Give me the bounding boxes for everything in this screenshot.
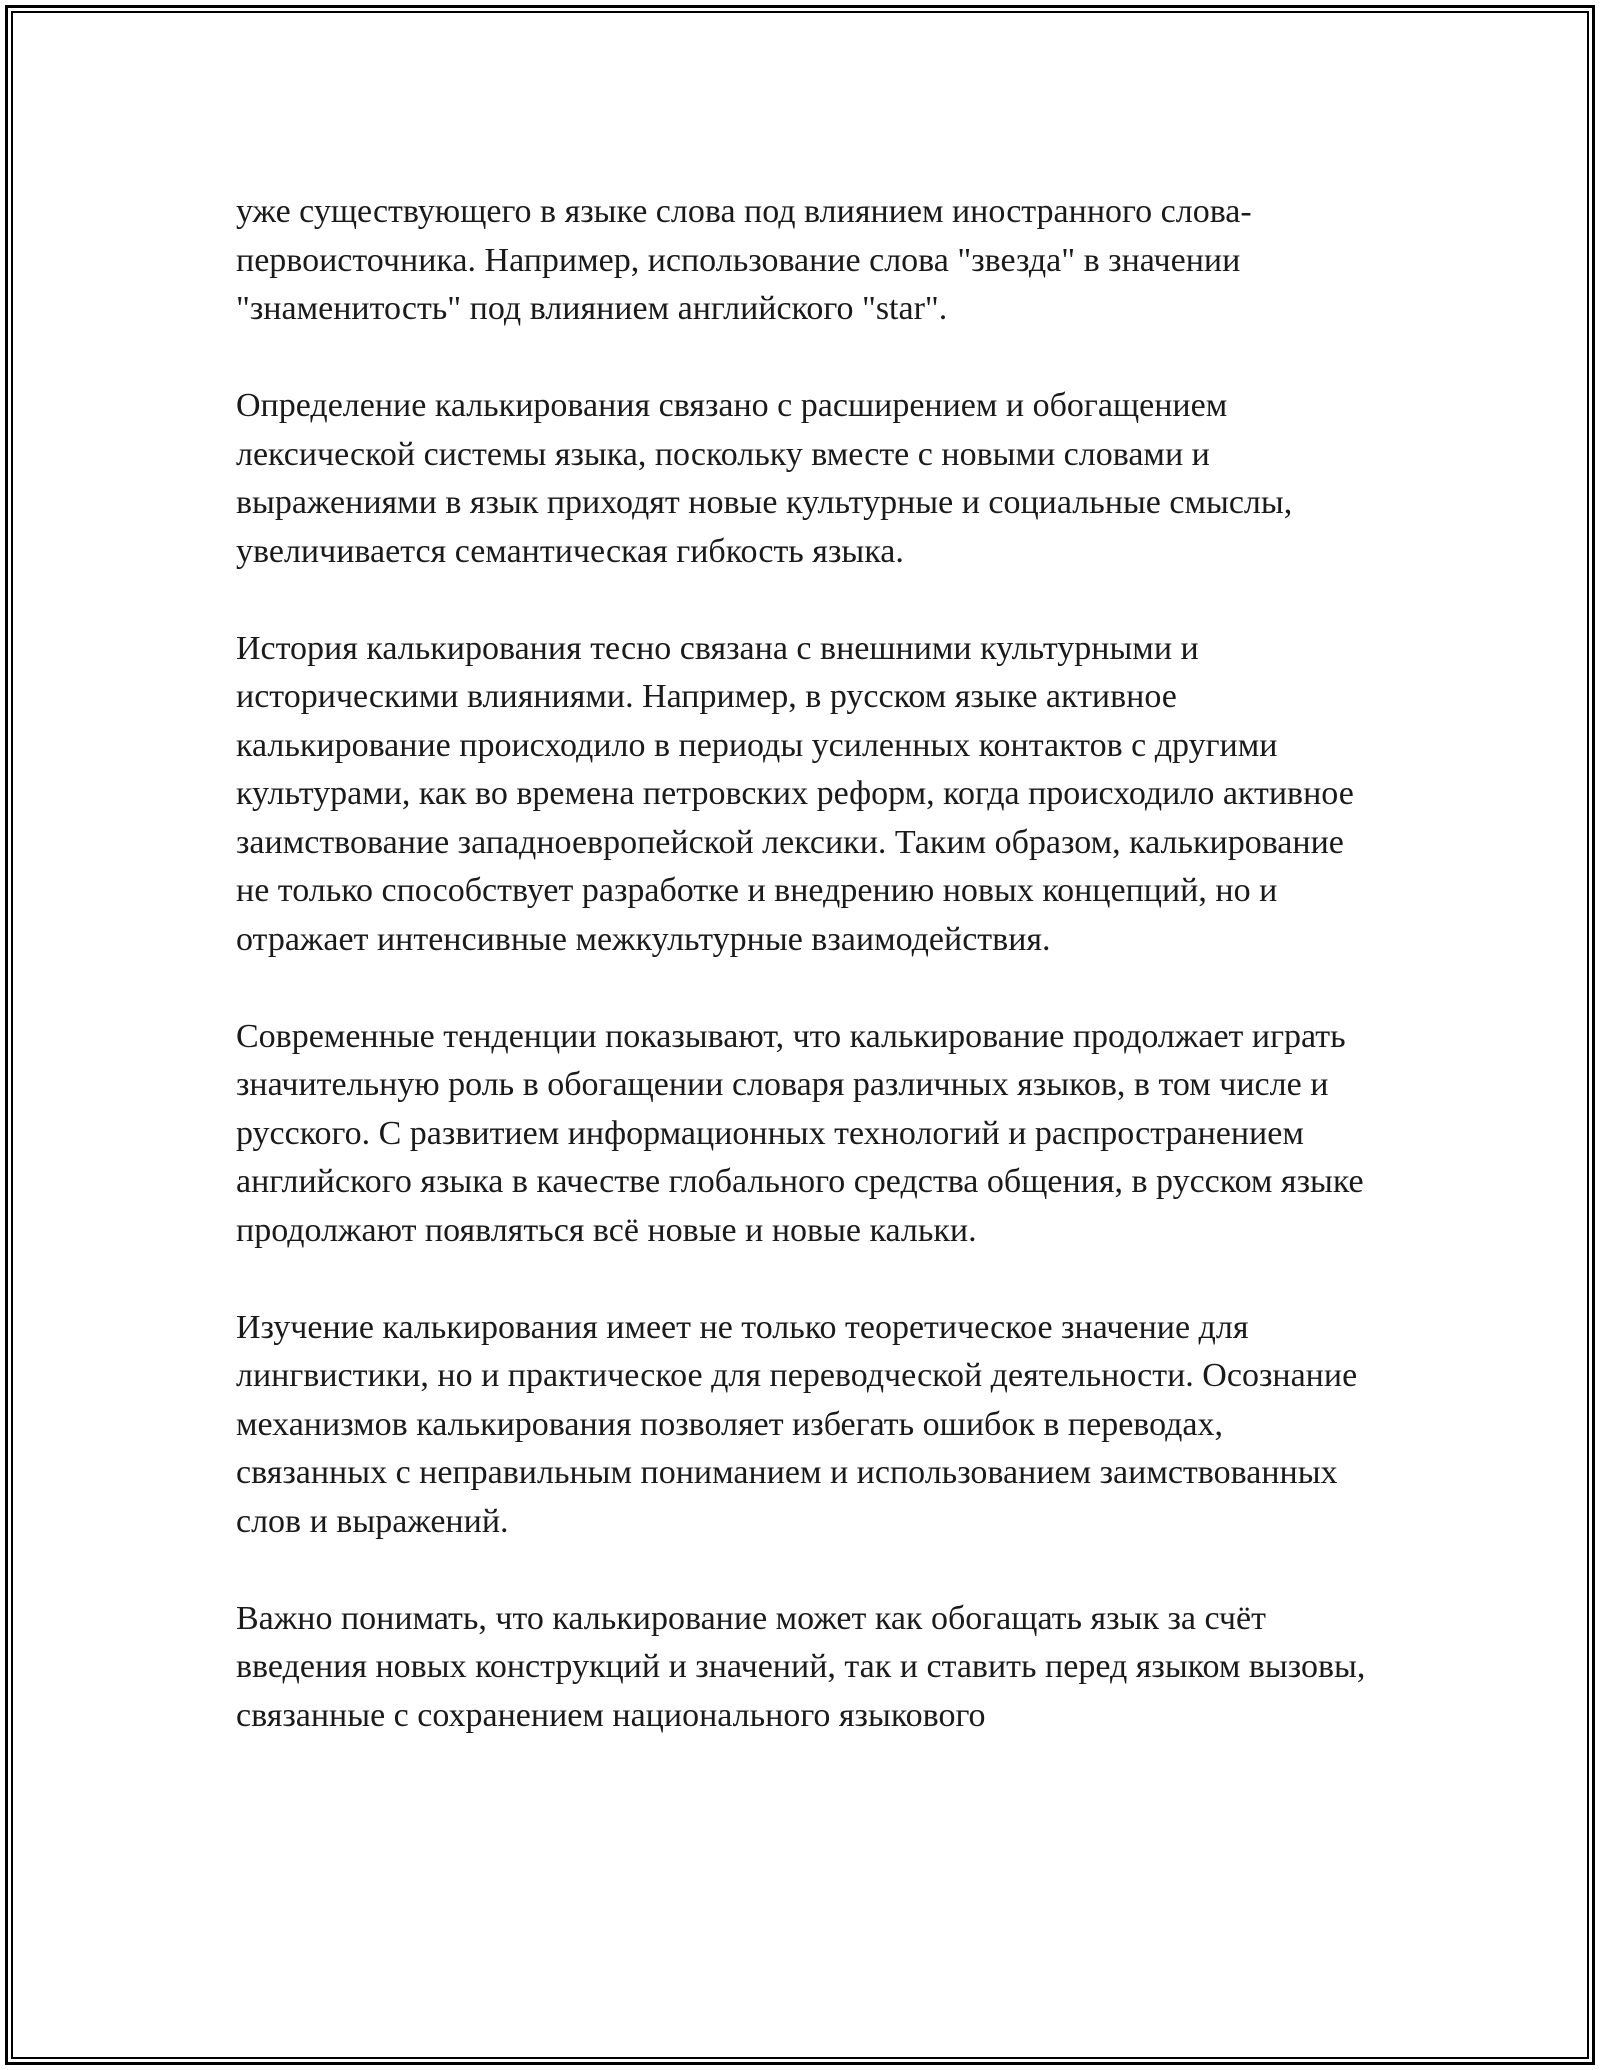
paragraph-3: История калькирования тесно связана с внешними культурными и историческими влияниями. Например, в русском языке активное калькирование происходило в периоды усиленных контактов с другими культурами, как во времена петровских реформ, когда происходило активное заимствование западноевропейской лексики. Таким образом, калькирование не только способствует разработке и внедрению новых концепций, но и отражает интенсивные межкультурные взаимодействия. (236, 629, 1354, 958)
paragraph-1: уже существующего в языке слова под влиянием иностранного слова-первоисточника. Например, использование слова "звезда" в значении "знаменитость" под влиянием английского "star". (236, 193, 1252, 327)
paragraph-6: Важно понимать, что калькирование может как обогащать язык за счёт введения новых конструкций и значений, так и ставить перед языком вызовы, связанные с сохранением национального языкового (236, 1599, 1366, 1734)
document-body (236, 188, 1376, 1740)
paragraph-4: Современные тенденции показывают, что калькирование продолжает играть значительную роль в обогащении словаря различных языков, в том числе и русского. С развитием информационных технологий и распространением английского языка в качестве глобального средства общения, в русском языке продолжают появляться всё новые и новые кальки. (236, 1017, 1364, 1249)
paragraph-5: Изучение калькирования имеет не только теоретическое значение для лингвистики, но и практическое для переводческой деятельности. Осознание механизмов калькирования позволяет избегать ошибок в переводах, связанных с неправильным пониманием и использованием заимствованных слов и выражений. (236, 1308, 1358, 1540)
paragraph-2: Определение калькирования связано с расширением и обогащением лексической системы языка, поскольку вместе с новыми словами и выражениями в язык приходят новые культурные и социальные смыслы, увеличивается семантическая гибкость языка. (236, 387, 1293, 570)
